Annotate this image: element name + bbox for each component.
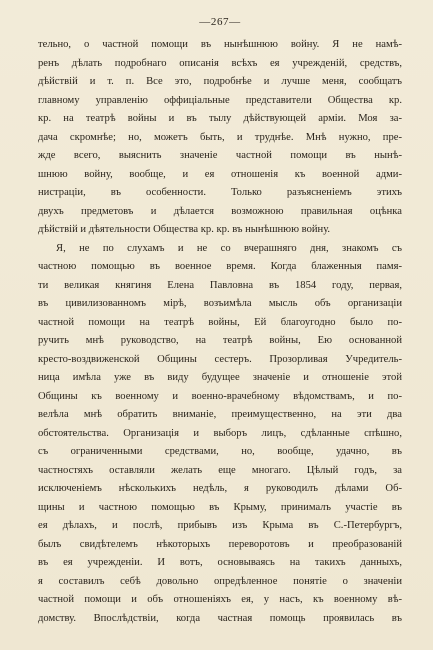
text-line: былъ свидѣтелемъ нѣкоторыхъ переворотовъ и преобразованій <box>38 538 402 550</box>
text-line: щины и частною помощью въ Крыму, принималъ участіе въ <box>38 501 402 513</box>
text-line: домству. Впослѣдствіи, когда частная помощь проявилась въ <box>38 612 402 624</box>
text-line: съ ограниченными средствами, но, вообще, удачно, въ <box>38 446 402 457</box>
text-line: главному управленію оффиціальные представители Общества кр. <box>38 94 402 106</box>
text-line: ти великая княгиня Елена Павловна въ 1854 году, первая, <box>38 279 402 291</box>
text-line: частной помощи и объ отношеніяхъ ея, у насъ, къ военному вѣ- <box>38 594 402 605</box>
paragraph-1 <box>38 36 402 240</box>
text-line: велѣла мнѣ обратить вниманіе, преимущественно, на эти два <box>38 409 402 420</box>
text-line: Я, не по слухамъ и не со вчерашняго дня, знакомъ съ <box>56 242 402 254</box>
text-line: въ цивилизованномъ мірѣ, возъимѣла мысль объ организаціи <box>38 298 402 309</box>
text-line: ручить мнѣ руководство, на театрѣ войны, Ею основанной <box>38 335 402 346</box>
text-line: нистраціи, въ особенности. Только разъясненіемъ этихъ <box>38 187 402 198</box>
text-line: дѣйствій и т. п. Все это, подробнѣе и лучше меня, сообщатъ <box>38 76 402 87</box>
text-line: дѣйствій и дѣятельности Общества кр. кр. въ нынѣшнюю войну. <box>38 224 331 235</box>
text-line: Общины къ военному и военно-врачебному вѣдомствамъ, и по- <box>38 390 402 402</box>
text-line: шнюю войну, вообще, и ея отношенія къ военной адми- <box>38 168 402 180</box>
text-line: частною помощью въ военное время. Когда блаженныя памя- <box>38 261 402 272</box>
text-line: жде всего, выяснить значеніе частной помощи въ нынѣ- <box>38 150 402 161</box>
text-line: двухъ предметовъ и дѣлается возможною правильная оцѣнка <box>38 205 402 217</box>
text-line: кр. на театрѣ войны и въ тылу дѣйствующей арміи. Моя за- <box>38 113 402 124</box>
body-text <box>38 36 402 628</box>
text-line: въ ея учрежденіи. И вотъ, основываясь на такихъ данныхъ, <box>38 557 402 568</box>
page-number: —267— <box>199 16 241 28</box>
paragraph-2 <box>38 240 402 629</box>
text-line: ея дѣлахъ, и послѣ, прибывъ изъ Крыма въ С.-Петербургъ, <box>38 520 402 531</box>
text-line: дача скромнѣе; но, можетъ быть, и труднѣе. Мнѣ нужно, пре- <box>38 131 402 143</box>
text-line: кресто-воздвиженской Общины сестеръ. Прозорливая Учредитель- <box>38 353 402 365</box>
text-line: ренъ дѣлать подробнаго описанія всѣхъ ея учрежденій, средствъ, <box>38 57 402 69</box>
text-line: тельно, о частной помощи въ нынѣшнюю войну. Я не намѣ- <box>38 39 402 50</box>
text-line: исключеніемъ нѣсколькихъ недѣль, я руководилъ дѣлами Об- <box>38 483 402 494</box>
text-line: я составилъ себѣ довольно опредѣленное понятіе о значеніи <box>38 575 402 587</box>
text-line: частной помощи на театрѣ войны, Ей благоугодно было по- <box>38 316 402 328</box>
text-line: обстоятельства. Организація и выборъ лицъ, сдѣланные спѣшно, <box>38 427 402 439</box>
text-line: ница имѣла уже въ виду будущее значеніе и отношеніе этой <box>38 372 402 383</box>
text-line: частностяхъ оставляли желать еще многаго. Цѣлый годъ, за <box>38 464 402 476</box>
